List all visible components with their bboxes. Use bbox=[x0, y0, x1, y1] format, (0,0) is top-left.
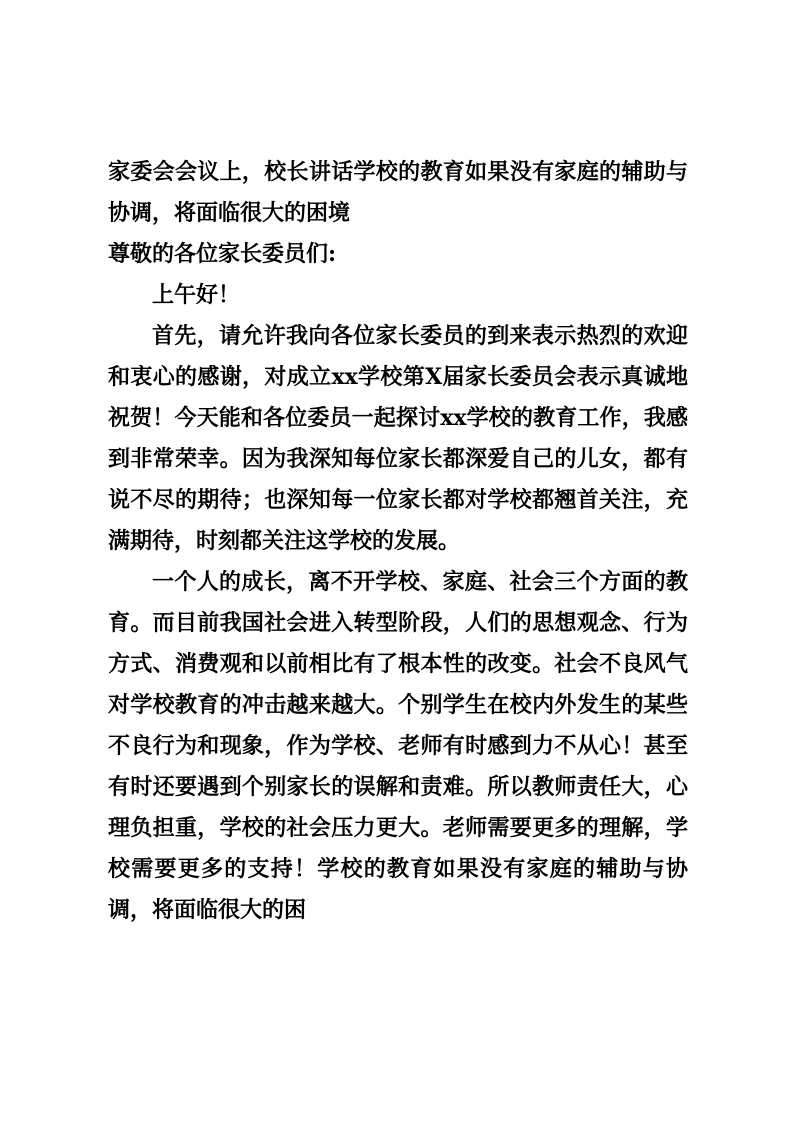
salutation: 尊敬的各位家长委员们: bbox=[108, 241, 337, 267]
paragraph-greeting: 上午好！ bbox=[152, 282, 241, 308]
document-body bbox=[108, 152, 688, 931]
paragraph-welcome: 首先，请允许我向各位家长委员的到来表示热烈的欢迎和衷心的感谢，对成立xx学校第X届家长委员会表示真诚地祝贺！今天能和各位委员一起探讨xx学校的教育工作，我感到非常荣幸。因为我深知每位家长都深爱自己的儿女，都有说不尽的期待；也深知每一位家长都对学校都翘首关注，充满期待，时刻都关注这学校的发展。 bbox=[108, 323, 688, 554]
paragraph-education: 一个人的成长，离不开学校、家庭、社会三个方面的教育。而目前我国社会进入转型阶段，人们的思想观念、行为方式、消费观和以前相比有了根本性的改变。社会不良风气对学校教育的冲击越来越大。个别学生在校内外发生的某些不良行为和现象，作为学校、老师有时感到力不从心！甚至有时还要遇到个别家长的误解和责难。所以教师责任大，心理负担重，学校的社会压力更大。老师需要更多的理解，学校需要更多的支持！学校的教育如果没有家庭的辅助与协调，将面临很大的困 bbox=[108, 569, 688, 923]
document-title: 家委会会议上，校长讲话学校的教育如果没有家庭的辅助与协调，将面临很大的困境 bbox=[108, 159, 688, 226]
